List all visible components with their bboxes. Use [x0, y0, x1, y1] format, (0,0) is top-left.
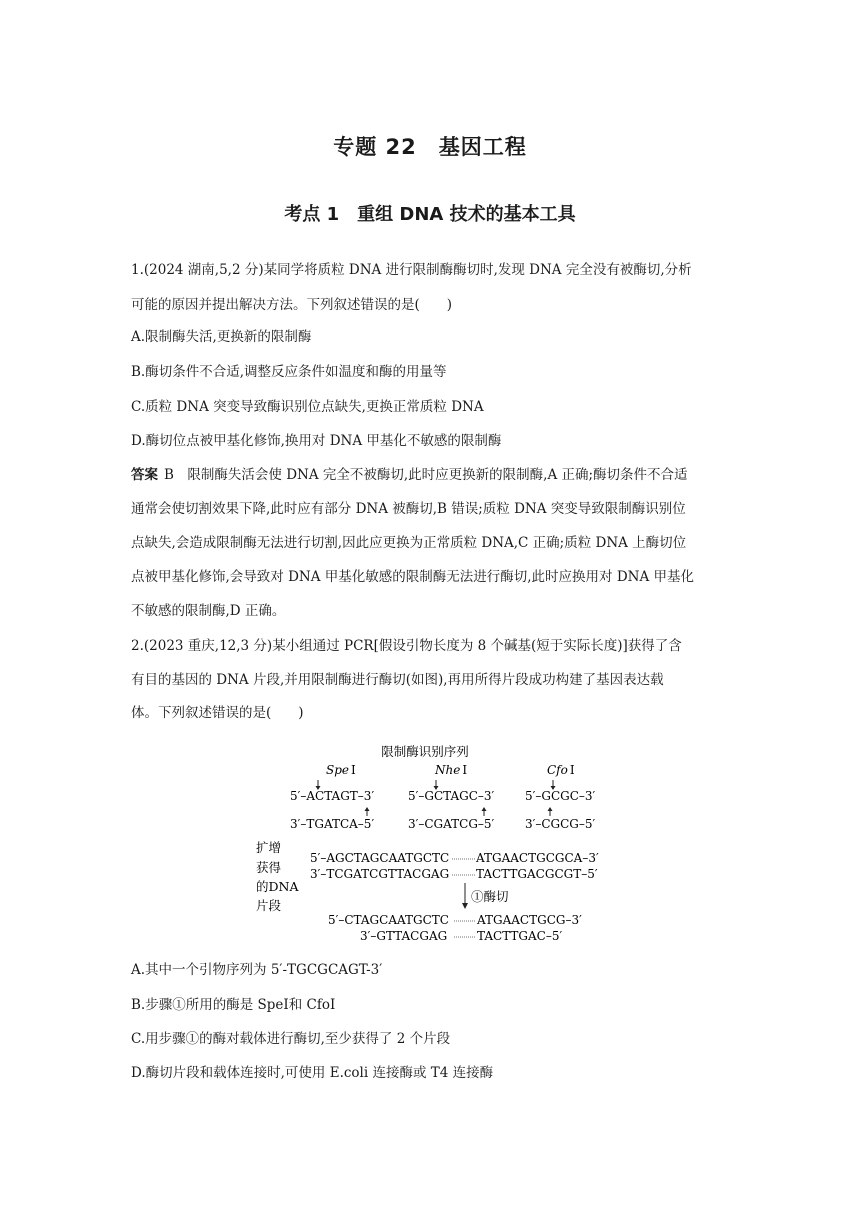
nhe-bottom-strand: 3′–CGATCG–5′	[408, 817, 495, 831]
q1-answer-line-5: 不敏感的限制酶,D 正确。	[131, 603, 286, 619]
q1-answer-line-2: 通常会使切割效果下降,此时应有部分 DNA 被酶切,B 错误;质粒 DNA 突变导致限制酶识别位	[131, 501, 686, 517]
answer-label: 答案	[131, 467, 158, 483]
q2-stem-line-2: 有目的基因的 DNA 片段,并用限制酶进行酶切(如图),再用所得片段成功构建了基因表达载	[131, 672, 664, 688]
enzyme-name-spe: Spe Ⅰ	[326, 763, 356, 777]
q2-stem-line-1: 2.(2023 重庆,12,3 分)某小组通过 PCR[假设引物长度为 8 个碱基(短于实际长度)]获得了含	[131, 638, 682, 654]
q2-option-b: B.步骤①所用的酶是 SpeⅠ和 CfoⅠ	[131, 997, 336, 1013]
cut-top-left: 5′–CTAGCAATGCTC	[328, 913, 449, 927]
fragment-top-left: 5′–AGCTAGCAATGCTC	[310, 851, 450, 865]
enzyme-name-cfo: Cfo Ⅰ	[547, 763, 575, 777]
q2-option-c: C.用步骤①的酶对载体进行酶切,至少获得了 2 个片段	[131, 1031, 451, 1047]
step-arrowhead	[462, 903, 468, 909]
cfo-top-strand: 5′–GCGC–3′	[525, 789, 596, 803]
q1-option-a: A.限制酶失活,更换新的限制酶	[131, 329, 312, 345]
q1-answer-line-3: 点缺失,会造成限制酶无法进行切割,因此应更换为正常质粒 DNA,C 正确;质粒 DNA 上酶切位	[131, 535, 687, 551]
cfo-bottom-strand: 3′–CGCG–5′	[525, 817, 596, 831]
cut-arrowhead-spe-bottom	[365, 807, 370, 811]
figure-heading: 限制酶识别序列	[381, 744, 469, 759]
side-label-2: 获得	[256, 860, 282, 875]
q1-stem-line-2: 可能的原因并提出解决方法。下列叙述错误的是( )	[131, 297, 453, 313]
nhe-top-strand: 5′–GCTAGC–3′	[408, 789, 495, 803]
q2-stem-line-3: 体。下列叙述错误的是( )	[131, 705, 304, 721]
q1-option-d: D.酶切位点被甲基化修饰,换用对 DNA 甲基化不敏感的限制酶	[131, 433, 502, 449]
spe-bottom-strand: 3′–TGATCA–5′	[290, 817, 375, 831]
cut-bottom-right: TACTTGAC–5′	[477, 929, 563, 943]
cut-arrowhead-nhe-bottom	[482, 807, 487, 811]
cut-bottom-left: 3′–GTTACGAG	[360, 929, 448, 943]
q1-option-b: B.酶切条件不合适,调整反应条件如温度和酶的用量等	[131, 364, 447, 380]
cut-arrowhead-cfo-bottom	[548, 807, 553, 811]
fragment-top-right: ATGAACTGCGCA–3′	[476, 851, 599, 865]
restriction-enzyme-figure	[250, 738, 630, 948]
spe-top-strand: 5′–ACTAGT–3′	[290, 789, 375, 803]
side-label-3: 的DNA	[256, 879, 299, 894]
q1-option-c: C.质粒 DNA 突变导致酶识别位点缺失,更换正常质粒 DNA	[131, 399, 484, 415]
fragment-bottom-left: 3′–TCGATCGTTACGAG	[310, 867, 450, 881]
step-label: ①酶切	[471, 889, 509, 904]
q1-answer-line-1	[131, 465, 688, 485]
side-label-1: 扩增	[256, 840, 282, 855]
cut-top-right: ATGAACTGCG–3′	[477, 913, 582, 927]
q1-answer-text: B 限制酶失活会使 DNA 完全不被酶切,此时应更换新的限制酶,A 正确;酶切条件不合适	[164, 467, 688, 483]
side-label-4: 片段	[256, 898, 282, 913]
q2-option-d: D.酶切片段和载体连接时,可使用 E.coli 连接酶或 T4 连接酶	[131, 1065, 494, 1081]
q1-answer-line-4: 点被甲基化修饰,会导致对 DNA 甲基化敏感的限制酶无法进行酶切,此时应换用对 DNA 甲基化	[131, 569, 695, 585]
section-subtitle: 考点 1 重组 DNA 技术的基本工具	[284, 204, 576, 225]
q2-option-a: A.其中一个引物序列为 5′-TGCGCAGT-3′	[131, 962, 383, 978]
page-title: 专题 22 基因工程	[333, 135, 527, 159]
fragment-bottom-right: TACTTGACGCGT–5′	[476, 867, 598, 881]
q1-stem-line-1: 1.(2024 湖南,5,2 分)某同学将质粒 DNA 进行限制酶酶切时,发现 DNA 完全没有被酶切,分析	[131, 262, 692, 278]
enzyme-name-nhe: Nhe Ⅰ	[435, 763, 468, 777]
